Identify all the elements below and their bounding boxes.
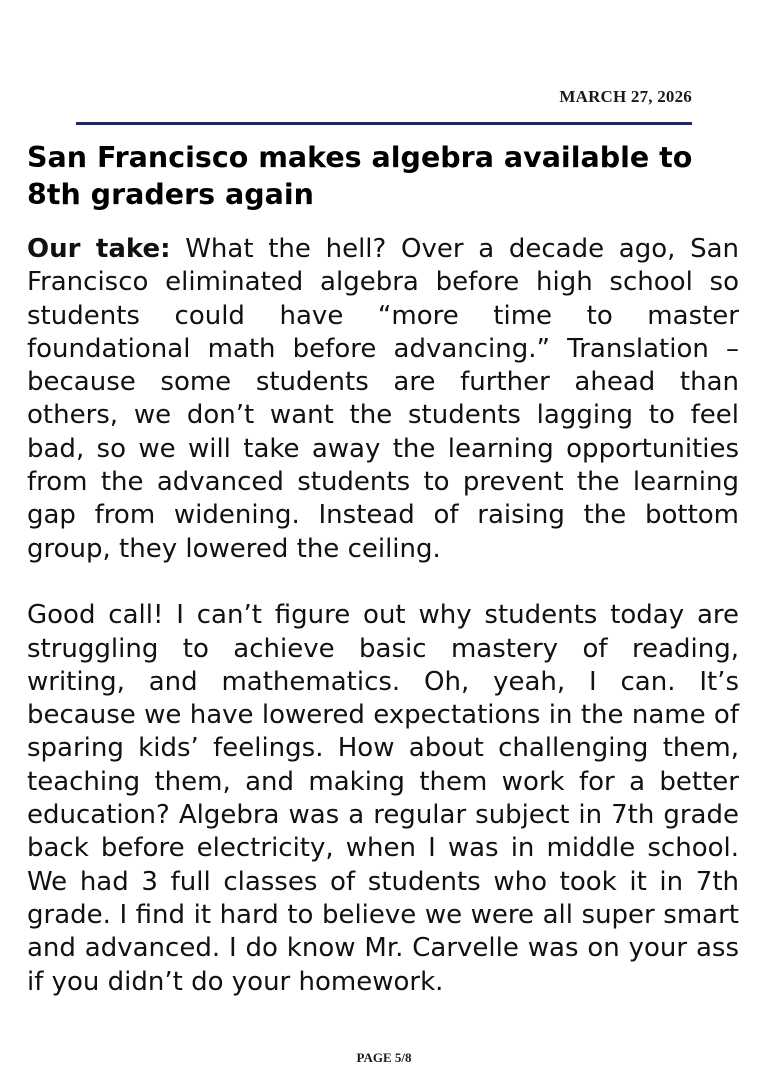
issue-date: MARCH 27, 2026: [559, 87, 692, 106]
paragraph-1-text: What the hell? Over a decade ago, San Francisco eliminated algebra before high school so students could have “more time to master foundational math before advancing.” Translation – because some students are further ahead than others, we don’t want the students lagging to feel bad, so we will take away the learning opportunities from the advanced students to prevent the learning gap from widening. Instead of raising the bottom group, they lowered the ceiling.: [27, 234, 739, 564]
page-number: PAGE 5/8: [356, 1050, 412, 1065]
lead-label: Our take:: [27, 234, 171, 264]
article-headline: San Francisco makes algebra available to 8th graders again: [27, 141, 693, 211]
article-paragraph-2: Good call! I can’t figure out why students today are struggling to achieve basic mastery of reading, writing, and mathematics. Oh, yeah, I can. It’s because we have lowered expectations in the name of sparing kids’ feelings. How about challenging them, teaching them, and making them work for a better education? Algebra was a regular subject in 7th grade back before electricity, when I was in middle school. We had 3 full classes of students who took it in 7th grade. I find it hard to believe we were all super smart and advanced. I do know Mr. Carvelle was on your ass if you didn’t do your homework.: [27, 600, 739, 997]
article-paragraph-1: [27, 233, 739, 566]
article-body: [27, 233, 739, 1032]
header-divider: [76, 122, 692, 125]
